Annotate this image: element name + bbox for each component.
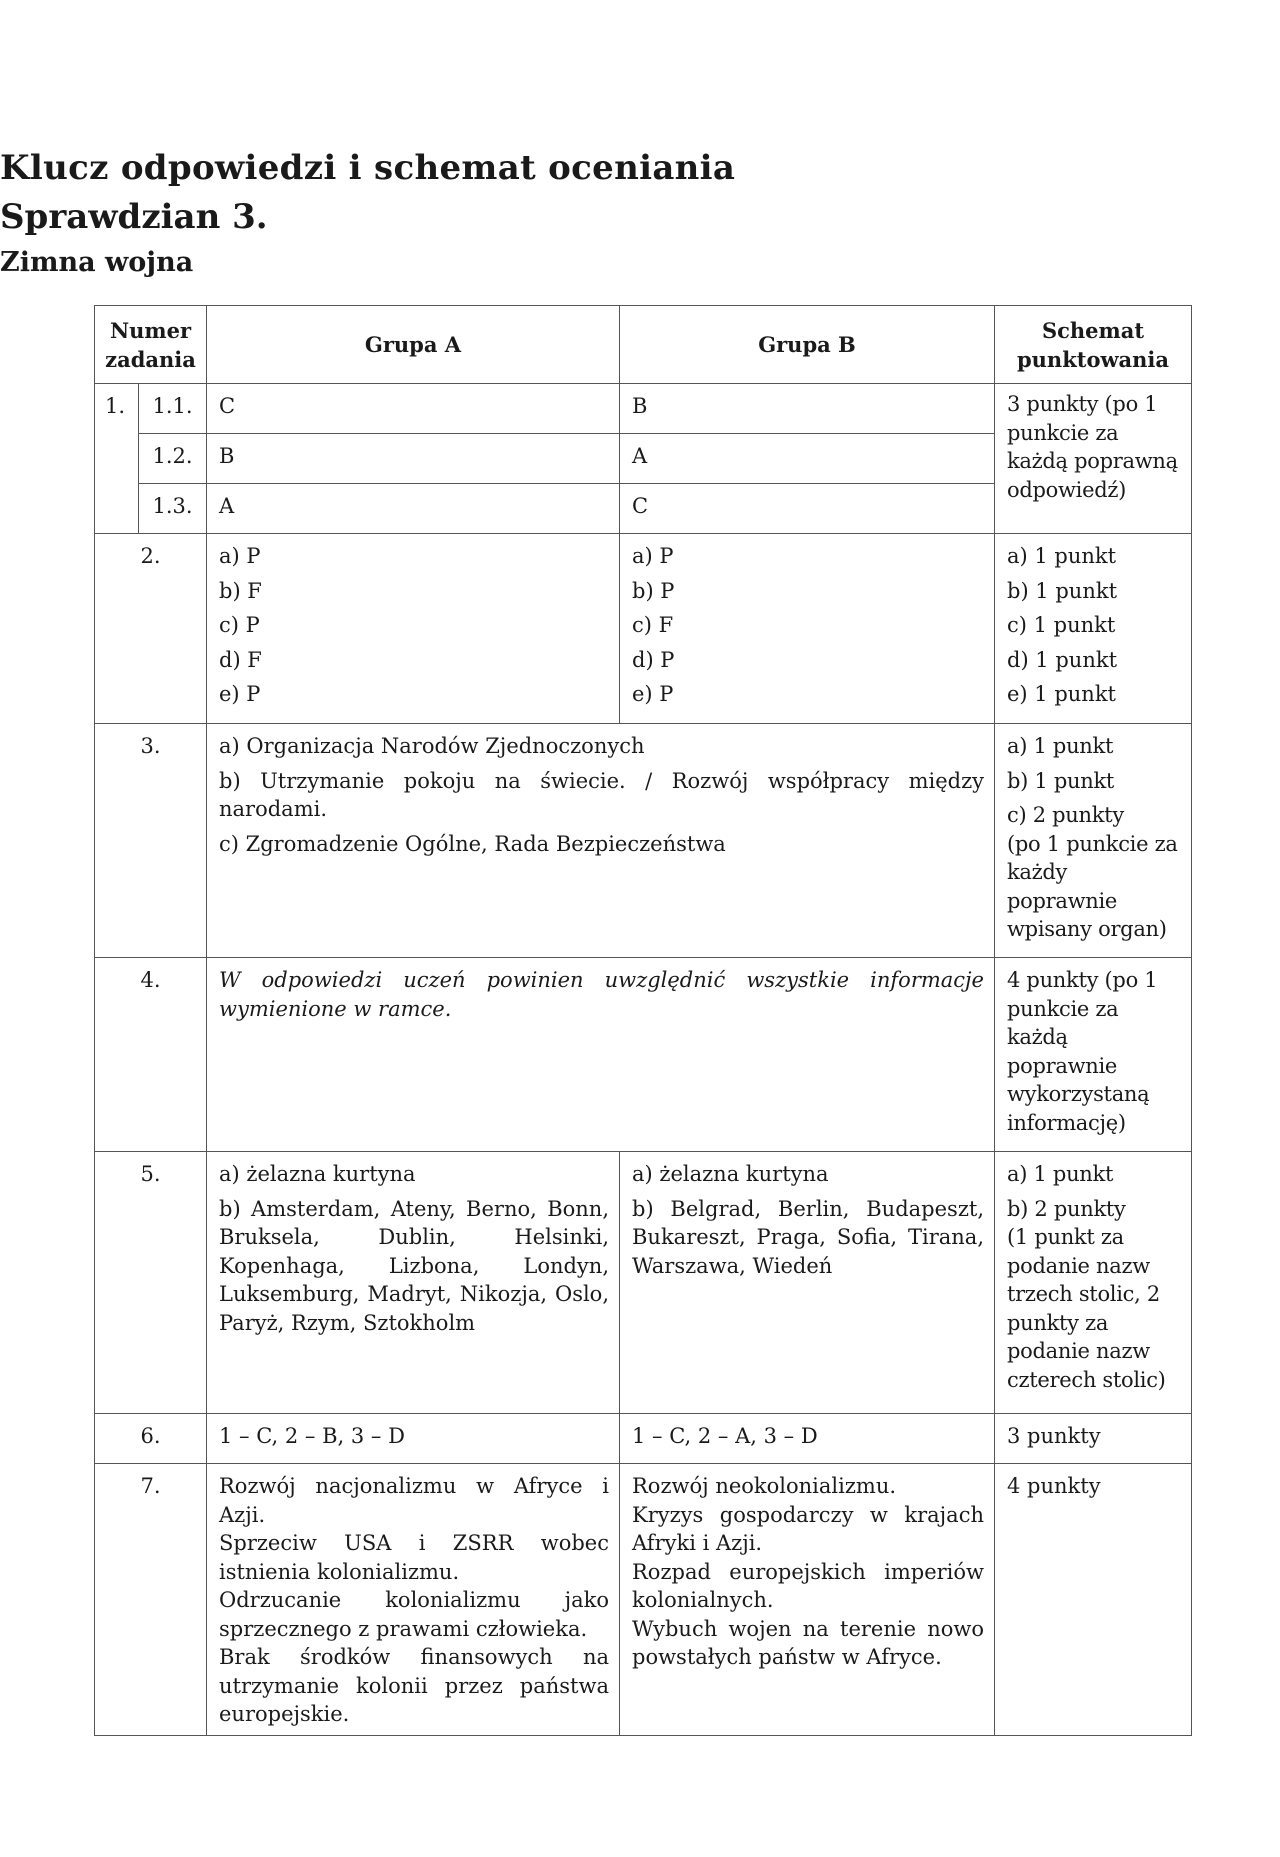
col-header-grupa-b: Grupa B (620, 306, 995, 384)
answer-line: Rozwój neokolonializmu. (632, 1474, 897, 1498)
answer-line: a) Organizacja Narodów Zjednoczonych (219, 734, 645, 758)
score-line: e) 1 punkt (1007, 682, 1116, 706)
task-number: 6. (95, 1414, 207, 1464)
answer-line: b) Belgrad, Berlin, Budapeszt, Bukareszt, Praga, Sofia, Tirana, Warszawa, Wiedeń (632, 1196, 984, 1278)
score-cell: 4 punkty (po 1 punkcie za każdą poprawnie wykorzystaną informację) (995, 958, 1192, 1152)
answer-line: b) Utrzymanie pokoju na świecie. / Rozwój współpracy między narodami. (219, 768, 984, 821)
grupa-a-answer: B (207, 434, 620, 484)
answer-line: b) P (632, 578, 675, 603)
grupa-b-answer: C (620, 484, 995, 534)
table-row (95, 1152, 1192, 1414)
answer-line: Rozwój nacjonalizmu w Afryce i Azji. (219, 1474, 609, 1527)
answer-line: b) Amsterdam, Ateny, Berno, Bonn, Bruksela, Dublin, Helsinki, Kopenhaga, Lizbona, Londyn, Luksemburg, Madryt, Nikozja, Oslo, Paryż, Rzym, Sztokholm (219, 1196, 609, 1335)
grupa-b-answer (620, 1464, 995, 1736)
answer-cell (207, 724, 995, 958)
answer-line: Odrzucanie kolonializmu jako sprzecznego z prawami człowieka. (219, 1588, 609, 1641)
answer-line: d) F (219, 647, 262, 672)
grupa-b-answer: A (620, 434, 995, 484)
grupa-a-answer (207, 1152, 620, 1414)
col-header-grupa-a: Grupa A (207, 306, 620, 384)
col-header-schemat (995, 306, 1192, 384)
answer-line: Sprzeciw USA i ZSRR wobec istnienia kolonializmu. (219, 1531, 609, 1584)
task-number: 4. (95, 958, 207, 1152)
task-number: 3. (95, 724, 207, 958)
score-line: c) 1 punkt (1007, 613, 1116, 637)
task-number: 2. (95, 534, 207, 724)
answer-line: c) P (219, 613, 260, 637)
task-number: 5. (95, 1152, 207, 1414)
score-line: (po 1 punkcie za każdy poprawnie wpisany organ) (1007, 831, 1178, 941)
answer-line: c) Zgromadzenie Ogólne, Rada Bezpieczeństwa (219, 831, 726, 856)
table-row (95, 1464, 1192, 1736)
score-line: (1 punkt za podanie nazw trzech stolic, 2 punkty za podanie nazw czterech stolic) (1007, 1225, 1166, 1392)
answer-cell: W odpowiedzi uczeń powinien uwzględnić wszystkie informacje wymienione w ramce. (207, 958, 995, 1152)
grupa-a-answer: C (207, 384, 620, 434)
grupa-b-answer (620, 1152, 995, 1414)
col-header-numer-line1: Numer (109, 317, 192, 343)
page-title: Klucz odpowiedzi i schemat oceniania (0, 148, 736, 188)
answer-line: a) P (632, 544, 674, 568)
score-cell (995, 1152, 1192, 1414)
subtask-number: 1.2. (139, 434, 207, 484)
score-line: c) 2 punkty (1007, 803, 1124, 827)
answer-line: Rozpad europejskich imperiów kolonialnych. (632, 1559, 984, 1612)
answer-line: e) P (219, 682, 261, 706)
answer-line: Kryzys gospodarczy w krajach Afryki i Azji. (632, 1502, 984, 1555)
col-header-schemat-line2: punktowania (1016, 346, 1169, 372)
answer-line: a) żelazna kurtyna (632, 1162, 829, 1186)
score-line: a) 1 punkt (1007, 544, 1117, 568)
answer-key-table (94, 305, 1192, 1736)
score-line: b) 2 punkty (1007, 1196, 1126, 1221)
score-cell (995, 724, 1192, 958)
answer-line: Wybuch wojen na terenie nowo powstałych państw w Afryce. (632, 1616, 984, 1669)
answer-line: Brak środków finansowych na utrzymanie kolonii przez państwa europejskie. (219, 1645, 609, 1726)
score-line: d) 1 punkt (1007, 647, 1118, 672)
table-header-row (95, 306, 1192, 384)
table-row (95, 534, 1192, 724)
grupa-b-answer: B (620, 384, 995, 434)
subtask-number: 1.3. (139, 484, 207, 534)
grupa-a-answer (207, 1464, 620, 1736)
grupa-a-answer: 1 – C, 2 – B, 3 – D (207, 1414, 620, 1464)
table-row (95, 724, 1192, 958)
table-row (95, 384, 1192, 434)
col-header-numer (95, 306, 207, 384)
score-line: b) 1 punkt (1007, 578, 1118, 603)
grupa-a-answer (207, 534, 620, 724)
task-number: 1. (95, 384, 139, 534)
table-row (95, 958, 1192, 1152)
grupa-b-answer: 1 – C, 2 – A, 3 – D (620, 1414, 995, 1464)
score-line: a) 1 punkt (1007, 734, 1114, 758)
answer-line: e) P (632, 682, 674, 706)
table-row (95, 1414, 1192, 1464)
score-cell: 4 punkty (995, 1464, 1192, 1736)
col-header-schemat-line1: Schemat (1041, 317, 1145, 343)
answer-line: a) P (219, 544, 261, 568)
score-cell: 3 punkty (po 1 punkcie za każdą poprawną odpowiedź) (995, 384, 1192, 534)
answer-line: a) żelazna kurtyna (219, 1162, 416, 1186)
page-topic: Zimna wojna (0, 247, 194, 278)
score-cell (995, 534, 1192, 724)
grupa-a-answer: A (207, 484, 620, 534)
score-cell: 3 punkty (995, 1414, 1192, 1464)
page-subtitle: Sprawdzian 3. (0, 197, 268, 237)
answer-line: c) F (632, 613, 674, 637)
task-number: 7. (95, 1464, 207, 1736)
grupa-b-answer (620, 534, 995, 724)
col-header-numer-line2: zadania (105, 346, 196, 372)
score-line: a) 1 punkt (1007, 1162, 1114, 1186)
answer-line: b) F (219, 578, 262, 603)
score-line: b) 1 punkt (1007, 768, 1115, 793)
subtask-number: 1.1. (139, 384, 207, 434)
answer-line: d) P (632, 647, 675, 672)
